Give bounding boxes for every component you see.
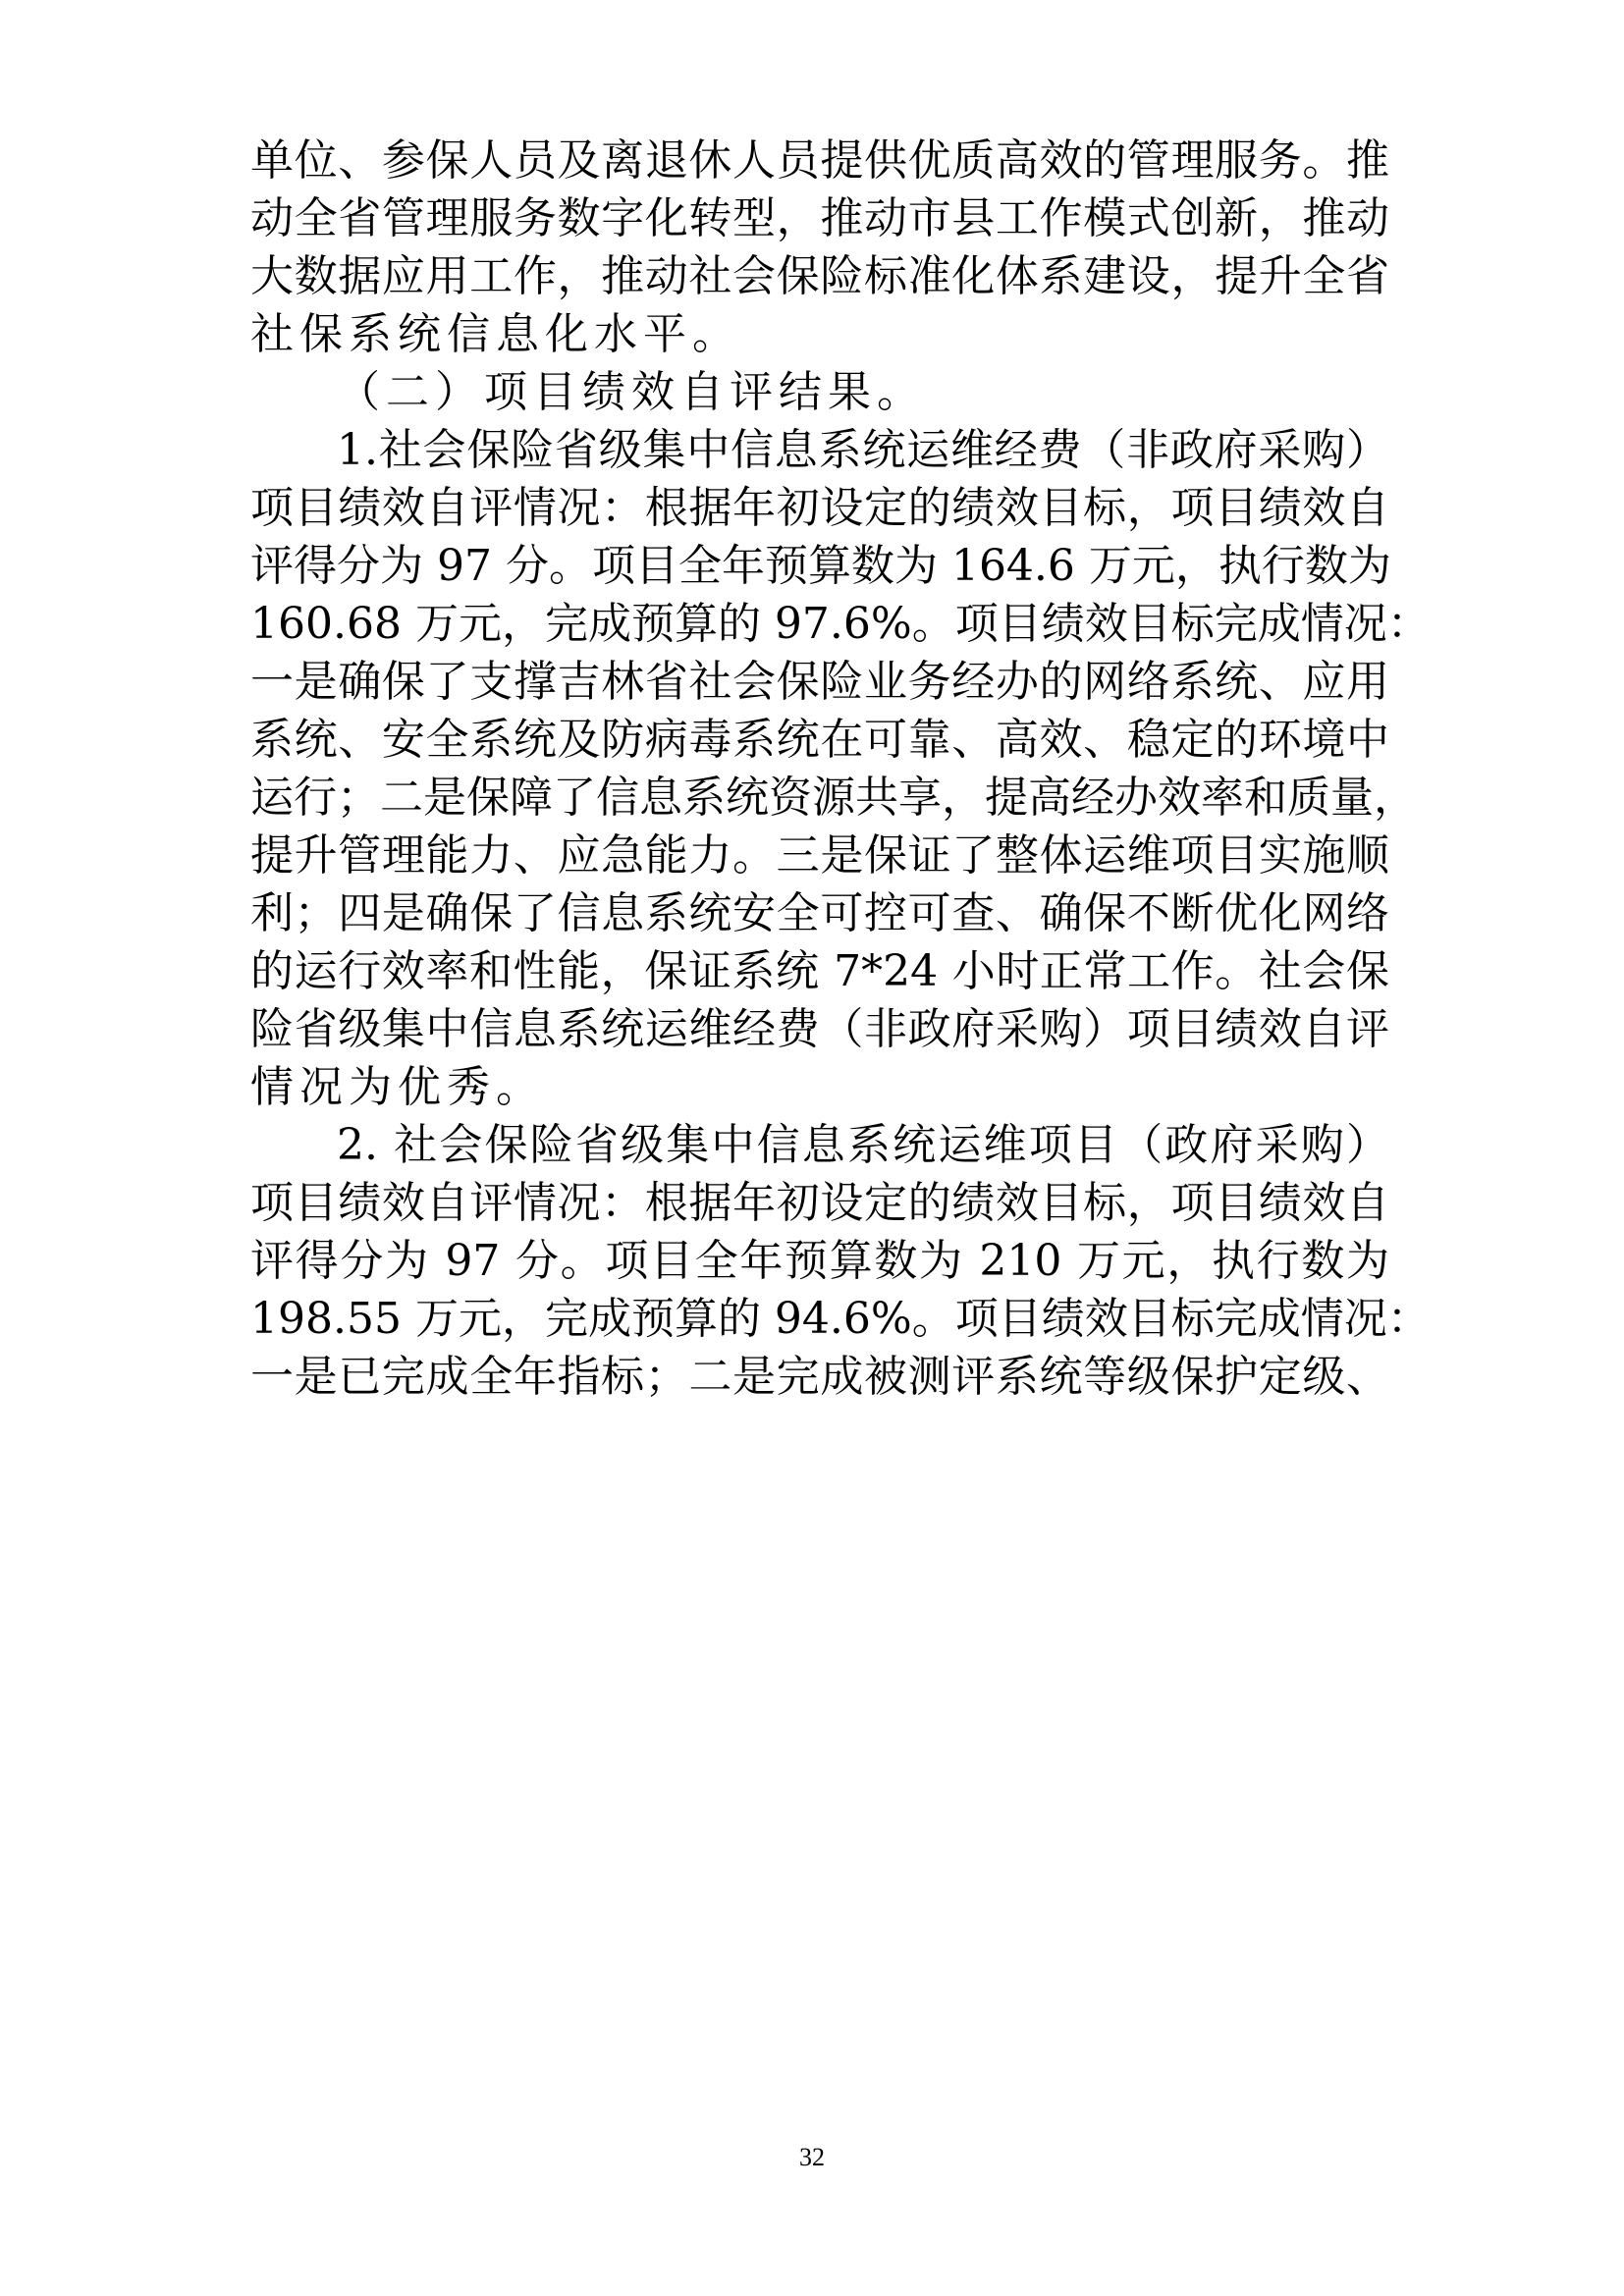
- text-line: 提升管理能力、应急能力。三是保证了整体运维项目实施顺: [250, 830, 1389, 881]
- text-line: 1.社会保险省级集中信息系统运维经费（非政府采购）: [337, 425, 1389, 475]
- text-line: 评得分为 97 分。项目全年预算数为 164.6 万元，执行数为: [250, 541, 1391, 591]
- text-line: 运行；二是保障了信息系统资源共享，提高经办效率和质量，: [250, 773, 1417, 823]
- text-line: 2. 社会保险省级集中信息系统运维项目（政府采购）: [337, 1120, 1389, 1170]
- text-line: 160.68 万元，完成预算的 97.6%。项目绩效目标完成情况：: [250, 599, 1431, 649]
- section-heading: （二）项目绩效自评结果。: [337, 367, 926, 417]
- text-line: 社保系统信息化水平。: [250, 309, 741, 359]
- text-line: 的运行效率和性能，保证系统 7*24 小时正常工作。社会保: [250, 946, 1389, 996]
- text-line: 项目绩效自评情况：根据年初设定的绩效目标，项目绩效自: [250, 1178, 1389, 1228]
- text-line: 情况为优秀。: [250, 1062, 545, 1112]
- text-line: 198.55 万元，完成预算的 94.6%。项目绩效目标完成情况：: [250, 1294, 1431, 1344]
- text-line: 利；四是确保了信息系统安全可控可查、确保不断优化网络: [250, 888, 1389, 938]
- text-line: 一是确保了支撑吉林省社会保险业务经办的网络系统、应用: [250, 657, 1389, 707]
- text-line: 险省级集中信息系统运维经费（非政府采购）项目绩效自评: [250, 1004, 1389, 1054]
- text-line: 一是已完成全年指标；二是完成被测评系统等级保护定级、: [250, 1352, 1389, 1402]
- page-number: 32: [799, 2143, 825, 2171]
- text-line: 单位、参保人员及离退休人员提供优质高效的管理服务。推: [250, 135, 1389, 186]
- text-line: 评得分为 97 分。项目全年预算数为 210 万元，执行数为: [250, 1236, 1389, 1286]
- text-line: 大数据应用工作，推动社会保险标准化体系建设，提升全省: [250, 251, 1389, 301]
- text-line: 动全省管理服务数字化转型，推动市县工作模式创新，推动: [250, 193, 1389, 243]
- text-line: 项目绩效自评情况：根据年初设定的绩效目标，项目绩效自: [250, 483, 1389, 533]
- text-line: 系统、安全系统及防病毒系统在可靠、高效、稳定的环境中: [250, 715, 1389, 765]
